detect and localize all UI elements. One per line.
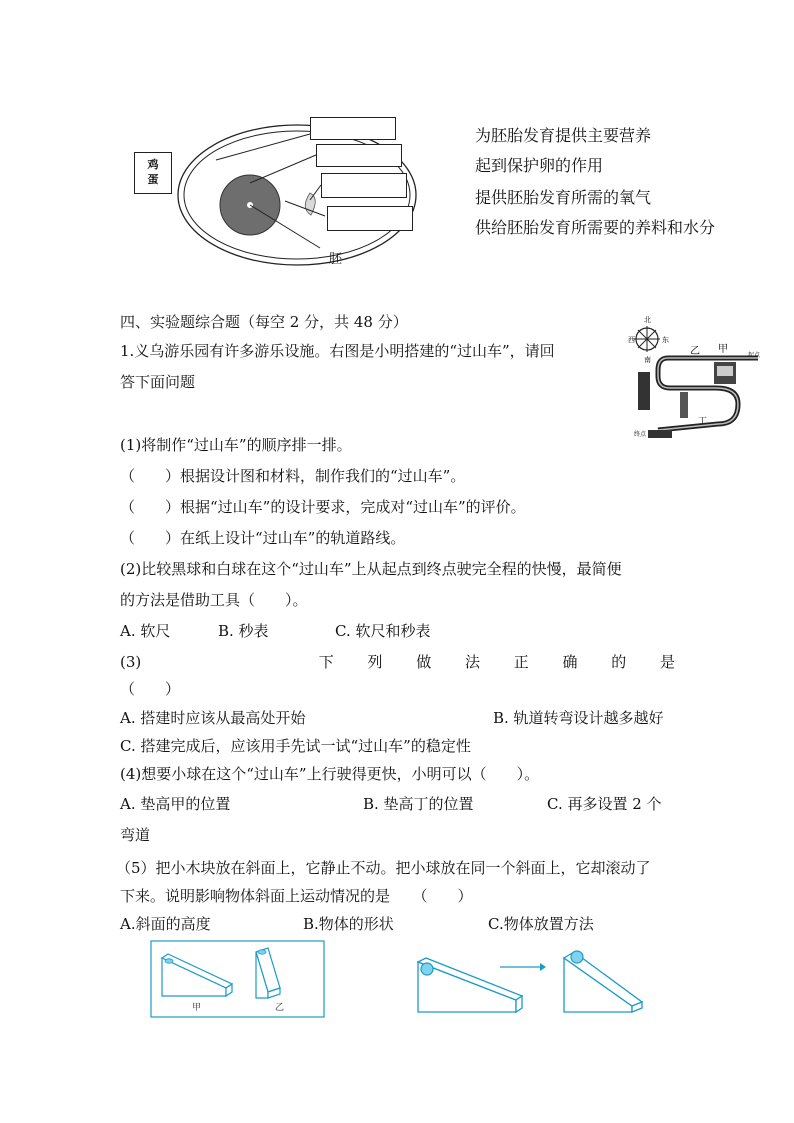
q1-5-line1: （5）把小木块放在斜面上，它静止不动。把小球放在同一个斜面上，它却滚动了 xyxy=(116,859,651,877)
compass-east: 东 xyxy=(662,336,669,344)
q1-5-option-b[interactable]: B.物体的形状 xyxy=(303,915,394,933)
q1-4-stem: (4)想要小球在这个“过山车”上行驶得更快，小明可以（ ）。 xyxy=(120,765,540,783)
compass-south: 南 xyxy=(644,356,651,364)
q1-3-stem-char: 做 xyxy=(416,653,432,671)
incline-block-figure xyxy=(150,940,326,1020)
answer-box-3[interactable] xyxy=(321,173,407,198)
q1-3-stem-char: 确 xyxy=(562,653,578,671)
q1-5-option-a[interactable]: A.斜面的高度 xyxy=(120,915,211,933)
q1-3-stem-char: 列 xyxy=(367,653,383,671)
label-yi: 乙 xyxy=(690,346,700,357)
q1-3-answer-paren[interactable]: （ ） xyxy=(120,680,181,698)
leader-line-3 xyxy=(310,185,321,200)
label-ding: 丁 xyxy=(698,417,708,427)
roller-coaster-figure xyxy=(628,312,768,447)
q1-1-item-3[interactable]: （ ）在纸上设计“过山车”的轨道路线。 xyxy=(120,529,406,547)
label-end: 终点 xyxy=(634,431,647,438)
leader-line-2 xyxy=(250,155,316,183)
leader-line-1 xyxy=(216,134,310,160)
q1-3-stem-char: 法 xyxy=(464,653,480,671)
egg-option-1: 为胚胎发育提供主要营养 xyxy=(475,126,652,145)
compass-west: 西 xyxy=(628,336,635,344)
egg-option-2: 起到保护卵的作用 xyxy=(475,156,604,175)
q1-4-option-a[interactable]: A. 垫高甲的位置 xyxy=(120,795,231,813)
q1-2-option-b[interactable]: B. 秒表 xyxy=(218,622,269,640)
q1-3-stem-char: (3) xyxy=(120,653,142,671)
q1-3-stem-char: 的 xyxy=(611,653,627,671)
q1-3-stem-char: 是 xyxy=(659,653,675,671)
ball-icon xyxy=(421,963,433,975)
incline-ball-figure xyxy=(412,948,648,1020)
q1-intro-line1: 1.义乌游乐园有许多游乐设施。右图是小明搭建的“过山车”，请回 xyxy=(120,342,555,360)
egg-title-char-2: 蛋 xyxy=(147,173,159,186)
q1-2-line2[interactable]: 的方法是借助工具（ ）。 xyxy=(120,591,308,609)
q1-1-stem: (1)将制作“过山车”的顺序排一排。 xyxy=(120,436,352,454)
q1-3-stem xyxy=(120,650,675,674)
label-start: 起点 xyxy=(748,352,761,359)
answer-box-4[interactable] xyxy=(327,206,413,231)
q1-1-item-1[interactable]: （ ）根据设计图和材料，制作我们的“过山车”。 xyxy=(120,467,466,485)
ball-icon xyxy=(571,951,583,963)
q1-2-option-c[interactable]: C. 软尺和秒表 xyxy=(335,622,431,640)
q1-3-stem-char: 正 xyxy=(513,653,529,671)
q1-3-option-c[interactable]: C. 搭建完成后，应该用手先试一试“过山车”的稳定性 xyxy=(120,737,471,755)
label-yi-block: 乙 xyxy=(275,1003,285,1013)
egg-option-3: 提供胚胎发育所需的氧气 xyxy=(475,188,652,207)
embryo-label: 胚 xyxy=(329,252,343,267)
q1-intro-line2: 答下面问题 xyxy=(120,373,196,391)
q1-4-option-c-wrap: 弯道 xyxy=(120,826,151,844)
leader-line-4 xyxy=(285,201,325,216)
q1-2-line1: (2)比较黑球和白球在这个“过山车”上从起点到终点驶完全程的快慢，最简便 xyxy=(120,560,622,578)
q1-5-option-c[interactable]: C.物体放置方法 xyxy=(488,915,594,933)
q1-4-option-c[interactable]: C. 再多设置 2 个 xyxy=(547,795,662,813)
q1-1-item-2[interactable]: （ ）根据“过山车”的设计要求，完成对“过山车”的评价。 xyxy=(120,498,526,516)
q1-3-stem-char: 下 xyxy=(318,653,334,671)
label-jia: 甲 xyxy=(718,344,728,355)
section-title: 四、实验题综合题（每空 2 分，共 48 分） xyxy=(120,313,408,331)
q1-4-option-b[interactable]: B. 垫高丁的位置 xyxy=(363,795,474,813)
q1-3-option-a[interactable]: A. 搭建时应该从最高处开始 xyxy=(120,709,306,727)
egg-option-4: 供给胚胎发育所需要的养料和水分 xyxy=(475,218,716,237)
compass-north: 北 xyxy=(644,316,651,324)
label-jia-block: 甲 xyxy=(192,1003,202,1013)
q1-5-line2[interactable]: 下来。说明影响物体斜面上运动情况的是 （ ） xyxy=(120,887,473,905)
answer-box-2[interactable] xyxy=(316,144,402,167)
egg-title-char-1: 鸡 xyxy=(147,158,159,171)
q1-2-option-a[interactable]: A. 软尺 xyxy=(120,622,171,640)
egg-title-box xyxy=(134,152,172,194)
answer-box-1[interactable] xyxy=(310,117,396,140)
q1-3-option-b[interactable]: B. 轨道转弯设计越多越好 xyxy=(493,709,664,727)
